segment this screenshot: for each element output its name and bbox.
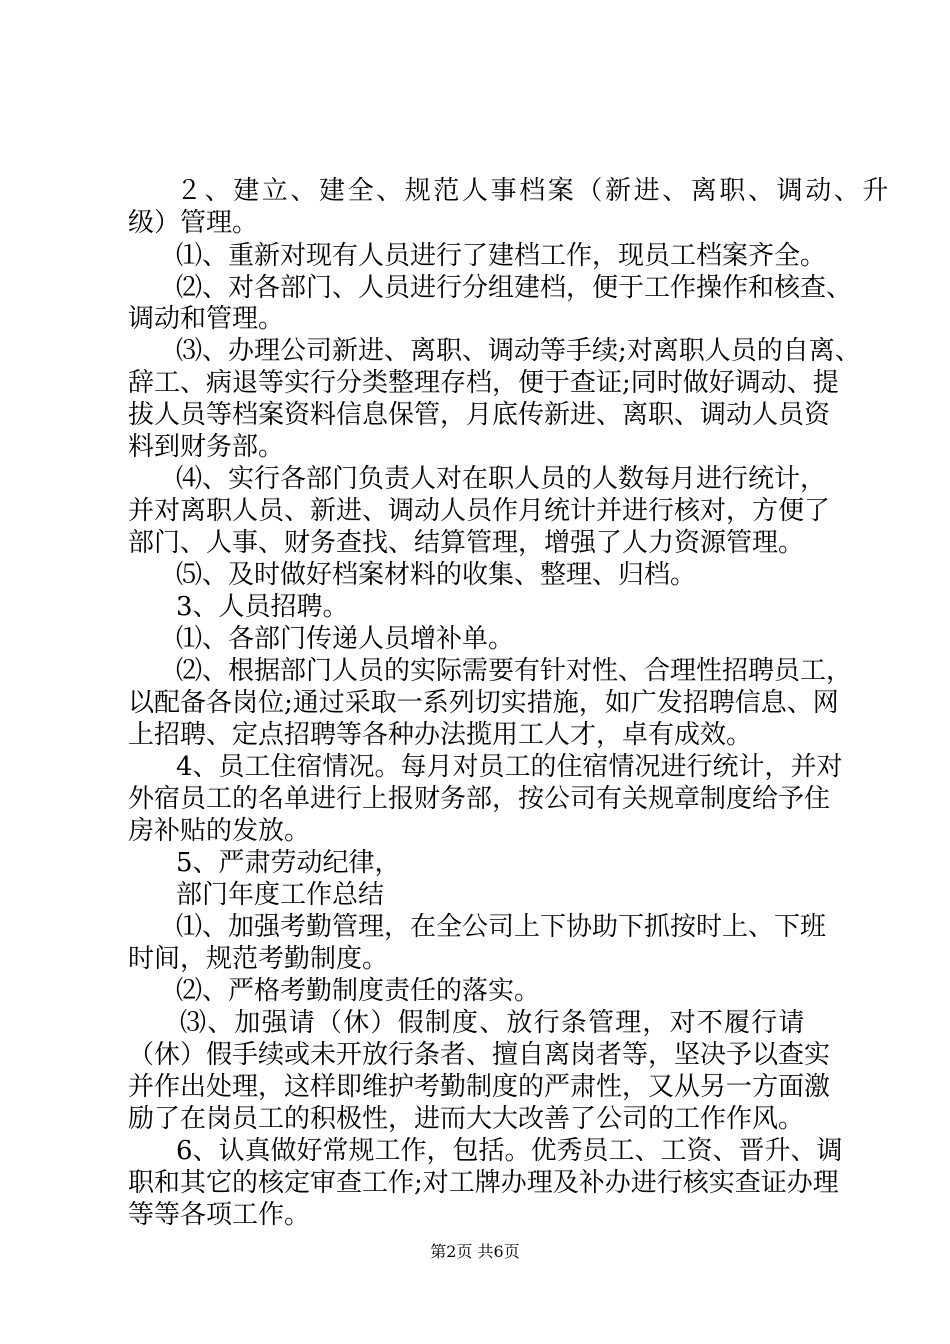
text-line: ⑸、及时做好档案材料的收集、整理、归档。 <box>176 560 697 590</box>
text-line: 以配备各岗位;通过采取一系列切实措施，如广发招聘信息、网 <box>128 688 839 718</box>
text-line: ２、建立、建全、规范人事档案（新进、离职、调动、升 <box>176 176 892 206</box>
text-line: ⑵、对各部门、人员进行分组建档，便于工作操作和核查、 <box>176 273 853 303</box>
text-line: 5、严肃劳动纪律， <box>176 848 401 878</box>
text-line: ⑵、严格考勤制度责任的落实。 <box>176 976 541 1006</box>
text-line: ⑴、加强考勤管理，在全公司上下协助下抓按时上、下班 <box>176 912 827 942</box>
text-line: 3、人员招聘。 <box>176 592 349 622</box>
text-line: 并对离职人员、新进、调动人员作月统计并进行核对，方便了 <box>128 496 831 526</box>
text-line: 部门、人事、财务查找、结算管理，增强了人力资源管理。 <box>128 528 805 558</box>
text-line: 拔人员等档案资料信息保管，月底传新进、离职、调动人员资 <box>128 400 831 430</box>
text-line: 并作出处理，这样即维护考勤制度的严肃性，又从另一方面激 <box>128 1072 831 1102</box>
text-line: 部门年度工作总结 <box>176 880 385 910</box>
text-line: 外宿员工的名单进行上报财务部，按公司有关规章制度给予住 <box>128 784 831 814</box>
page-number-footer: 第2页 共6页 <box>430 1242 520 1261</box>
text-line: 级）管理。 <box>128 208 259 238</box>
text-line: ⑶、加强请（休）假制度、放行条管理，对不履行请 <box>180 1008 806 1038</box>
text-line: 6、认真做好常规工作，包括。优秀员工、工资、晋升、调 <box>176 1136 843 1166</box>
text-line: 料到财务部。 <box>128 432 285 462</box>
text-line: 辞工、病退等实行分类整理存档，便于查证;同时做好调动、提 <box>128 368 839 398</box>
text-line: 励了在岗员工的积极性，进而大大改善了公司的工作作风。 <box>128 1104 805 1134</box>
text-line: 等等各项工作。 <box>128 1200 311 1230</box>
text-line: ⑴、各部门传递人员增补单。 <box>176 624 515 654</box>
text-line: ⑷、实行各部门负责人对在职人员的人数每月进行统计， <box>176 464 827 494</box>
text-line: 4、员工住宿情况。每月对员工的住宿情况进行统计，并对 <box>176 752 843 782</box>
text-line: 时间，规范考勤制度。 <box>128 944 389 974</box>
text-line: ⑵、根据部门人员的实际需要有针对性、合理性招聘员工， <box>176 656 853 686</box>
text-line: （休）假手续或未开放行条者、擅自离岗者等，坚决予以查实 <box>128 1040 831 1070</box>
text-line: 房补贴的发放。 <box>128 816 311 846</box>
text-line: ⑴、重新对现有人员进行了建档工作，现员工档案齐全。 <box>176 241 827 271</box>
text-line: 职和其它的核定审查工作;对工牌办理及补办进行核实查证办理 <box>128 1168 839 1198</box>
text-line: 调动和管理。 <box>128 304 285 334</box>
text-line: 上招聘、定点招聘等各种办法揽用工人才，卓有成效。 <box>128 720 753 750</box>
text-line: ⑶、办理公司新进、离职、调动等手续;对离职人员的自离、 <box>176 336 861 366</box>
